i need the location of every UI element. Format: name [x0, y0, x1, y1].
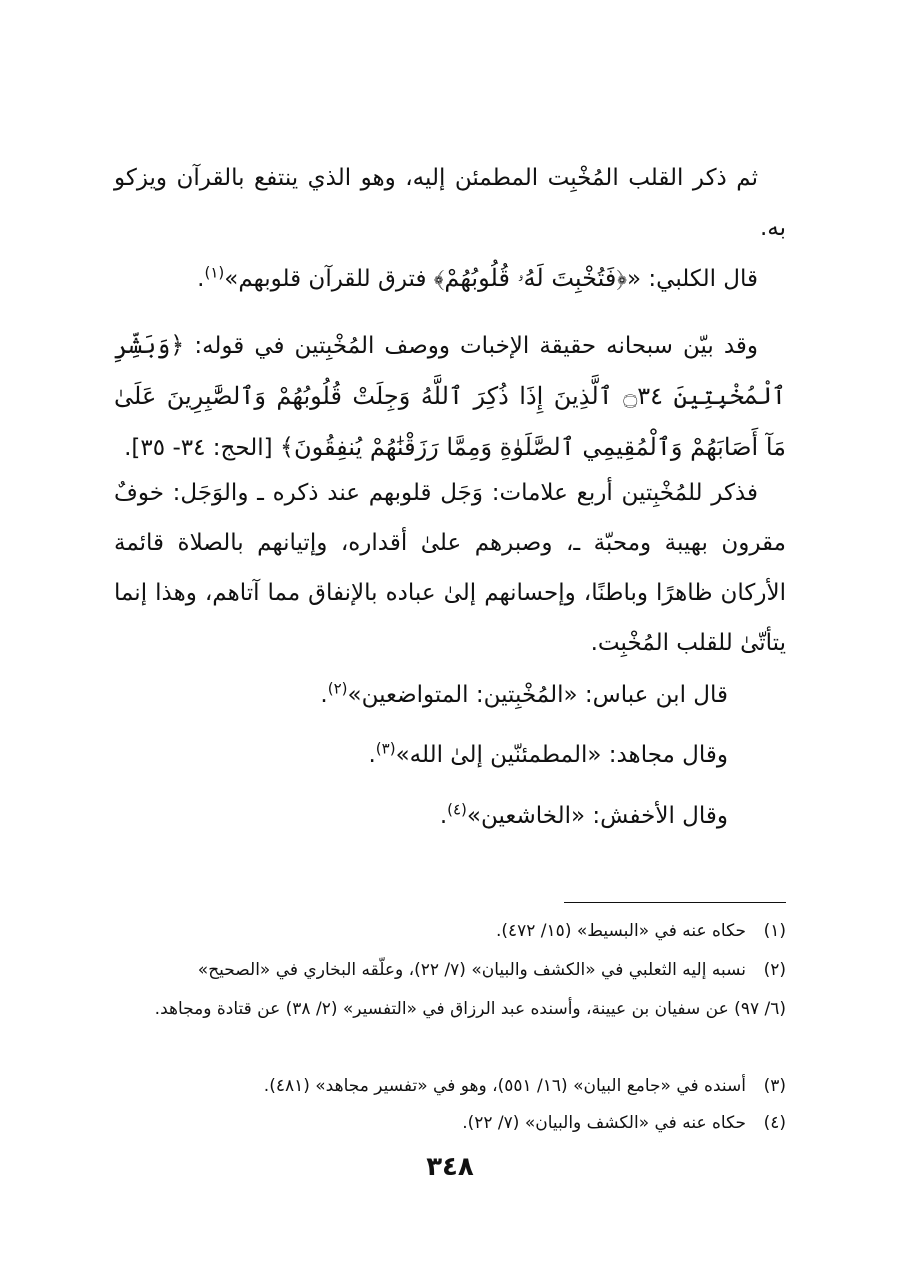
footnote-ref-4: (٤) [447, 800, 467, 819]
paragraph-3-verse: وقد بيّن سبحانه حقيقة الإخبات ووصف المُخْبِتين في قوله: ﴿وَبَشِّرِ ٱلْمُخْبِتِينَ ۝٣٤ ٱلَّذِينَ إِذَا ذُكِرَ ٱللَّهُ وَجِلَتْ قُلُوبُهُمْ وَٱلصَّٰبِرِينَ عَلَىٰ مَآ أَصَابَهُمْ وَٱلْمُقِيمِي ٱلصَّلَوٰةِ وَمِمَّا رَزَقْنَٰهُمْ يُنفِقُونَ﴾ [الحج: ٣٤- ٣٥]. [114, 331, 786, 461]
quote-akhfash: وقال الأخفش: «الخاشعين»$^{(٤)}$. [439, 800, 728, 829]
footnote-ref-2: (٢) [327, 679, 348, 698]
quran-verse: ﴿فَتُخْبِتَ لَهُۥ قُلُوبُهُمْ﴾ [433, 264, 628, 292]
quote-mujahid: وقال مجاهد: «المطمئنّين إلىٰ الله»$^{(٣)}$. [368, 739, 728, 768]
paragraph-1: ثم ذكر القلب المُخْبِت المطمئن إليه، وهو الذي ينتفع بالقرآن ويزكو به. [114, 165, 786, 241]
quote-ibn-abbas: قال ابن عباس: «المُخْبِتين: المتواضعين»$^{(٢)}$. [320, 679, 728, 708]
paragraph-2-kalbi-quote: قال الكلبي: «﴿فَتُخْبِتَ لَهُۥ قُلُوبُهُمْ﴾ فترق للقرآن قلوبهم»$^{(١)}$. [197, 263, 758, 292]
paragraph-4-signs: فذكر للمُخْبِتين أربع علامات: وَجَل قلوبهم عند ذكره ـ والوَجَل: خوفٌ مقرون بهيبة ومحبّة ـ، وصبرهم علىٰ أقداره، وإتيانهم بالصلاة قائمة الأركان ظاهرًا وباطنًا، وإحسانهم إلىٰ عباده بالإنفاق مما آتاهم، وهذا إنما يتأتّىٰ للقلب المُخْبِت. [114, 480, 786, 656]
footnote-ref-1: (١) [204, 263, 225, 282]
page-number: ٣٤٨ [426, 1152, 474, 1182]
footnote-ref-3: (٣) [375, 739, 396, 758]
quran-verse: ﴿وَبَشِّرِ ٱلْمُخْبِتِينَ ۝٣٤ ٱلَّذِينَ إِذَا ذُكِرَ ٱللَّهُ وَجِلَتْ قُلُوبُهُمْ وَٱلصَّٰبِرِينَ عَلَىٰ مَآ أَصَابَهُمْ وَٱلْمُقِيمِي ٱلصَّلَوٰةِ وَمِمَّا رَزَقْنَٰهُمْ يُنفِقُونَ﴾ [114, 331, 786, 461]
footnote-1: (١)حكاه عنه في «البسيط» (١٥/ ٤٧٢). [495, 921, 786, 941]
footnote-4: (٤)حكاه عنه في «الكشف والبيان» (٧/ ٢٢). [462, 1113, 786, 1133]
footnote-divider [564, 902, 786, 903]
footnote-2: (٢)نسبه إليه الثعلبي في «الكشف والبيان» (٧/ ٢٢)، وعلّقه البخاري في «الصحيح» [197, 960, 786, 980]
footnote-2-continued: (٦/ ٩٧) عن سفيان بن عيينة، وأسنده عبد الرزاق في «التفسير» (٢/ ٣٨) عن قتادة ومجاهد. [154, 999, 786, 1019]
footnote-3: (٣)أسنده في «جامع البيان» (١٦/ ٥٥١)، وهو في «تفسير مجاهد» (٤٨١). [263, 1076, 786, 1096]
